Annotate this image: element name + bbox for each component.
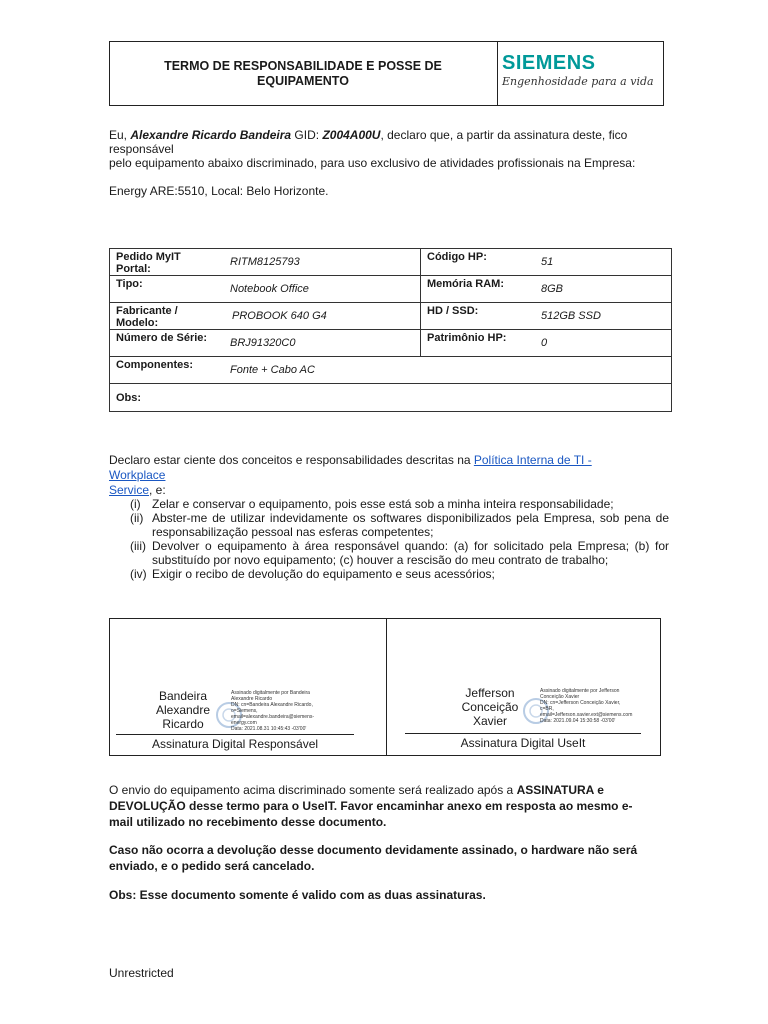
list-item-number: (iii) xyxy=(130,539,146,553)
declaration-after: , e: xyxy=(149,483,166,497)
list-item-number: (iv) xyxy=(130,567,147,581)
notice-paragraph-1 xyxy=(109,782,649,830)
tipo-value: Notebook Office xyxy=(230,283,309,295)
list-item xyxy=(109,539,669,567)
declaration-text xyxy=(109,453,649,498)
signer-left-name-3: Ricardo xyxy=(162,717,204,731)
memoria-label: Memória RAM: xyxy=(427,278,505,290)
list-item-text: Devolver o equipamento à área responsável quando: (a) for solicitado pela Empresa; (b) for substituído por novo equipamento; (c) houver a rescisão do meu contrato de trabalho; xyxy=(152,539,669,567)
sig-detail: email=alexandre.bandeira@siemens- xyxy=(231,714,315,720)
signer-left-name xyxy=(148,689,218,731)
obligations-list xyxy=(109,497,669,581)
pedido-label: Pedido MyIT Portal: xyxy=(116,251,181,275)
serie-label: Número de Série: xyxy=(116,332,208,344)
list-item-text: Zelar e conservar o equipamento, pois esse está sob a minha inteira responsabilidade; xyxy=(152,497,614,511)
signer-right-details xyxy=(540,688,640,724)
signature-line-right xyxy=(405,733,641,734)
hd-value: 512GB SSD xyxy=(541,310,601,322)
signer-right-name xyxy=(455,686,525,728)
intro-line-3: Energy ARE:5510, Local: Belo Horizonte. xyxy=(109,184,329,198)
intro-line-2: pelo equipamento abaixo discriminado, para uso exclusivo de atividades profissionais na Empresa: xyxy=(109,156,636,170)
sig-detail: Conceição Xavier xyxy=(540,694,580,700)
sig-detail: email=Jefferson.xavier.ext@siemens.com xyxy=(540,712,633,718)
list-item-text: Exigir o recibo de devolução do equipamento e seus acessórios; xyxy=(152,567,495,581)
sig-detail: Assinado digitalmente por Jefferson xyxy=(540,688,620,694)
policy-link-continued[interactable]: Service xyxy=(109,483,150,497)
signer-left-name-2: Alexandre xyxy=(155,703,211,717)
table-row xyxy=(110,357,672,384)
list-item xyxy=(109,511,669,539)
gid-label: GID: xyxy=(291,128,323,142)
patrimonio-label: Patrimônio HP: xyxy=(427,332,507,344)
pedido-value: RITM8125793 xyxy=(230,256,300,268)
sig-detail: DN: cn=Jefferson Conceição Xavier, xyxy=(540,700,621,706)
notice-1-normal: O envio do equipamento acima discriminado somente será realizado após a xyxy=(109,783,517,797)
policy-link[interactable]: Política Interna de TI - Workplace xyxy=(109,453,592,482)
signature-label-right: Assinatura Digital UseIt xyxy=(460,736,586,750)
sig-detail: Data: 2021.09.04 15:30:58 -03'00' xyxy=(540,718,616,724)
declaration-before: Declaro estar ciente dos conceitos e responsabilidades descritas na xyxy=(109,453,474,467)
intro-suffix: , declaro que, a partir da assinatura deste, fico responsável xyxy=(109,128,628,156)
memoria-value: 8GB xyxy=(541,283,564,295)
sig-detail: Assinado digitalmente por Bandeira xyxy=(231,690,310,696)
signature-box xyxy=(109,618,661,756)
employee-gid: Z004A00U xyxy=(322,128,381,142)
table-row xyxy=(110,384,672,412)
document-header xyxy=(109,41,664,106)
brand-tagline: Engenhosidade para a vida xyxy=(502,75,654,88)
list-item-text: Abster-me de utilizar indevidamente os softwares disponibilizados pela Empresa, sob pena de responsabilização pessoal nas esferas competentes; xyxy=(152,511,669,539)
signature-divider xyxy=(386,619,387,755)
brand-name: SIEMENS xyxy=(502,52,596,74)
sig-detail: Data: 2021.08.31 10:45:43 -03'00' xyxy=(231,726,307,732)
hd-label: HD / SSD: xyxy=(427,305,479,317)
equipment-table xyxy=(109,248,672,412)
notice-paragraph-2: Caso não ocorra a devolução desse documento devidamente assinado, o hardware não será enviado, e o pedido será cancelado. xyxy=(109,843,638,873)
signature-line-left xyxy=(116,734,354,735)
codigo-value: 51 xyxy=(541,256,554,268)
signer-left-name-1: Bandeira xyxy=(158,689,208,703)
header-divider xyxy=(497,42,498,105)
signer-right-name-2: Conceição xyxy=(461,700,519,714)
list-item xyxy=(109,567,669,581)
signer-right-name-1: Jefferson xyxy=(465,686,515,700)
sig-detail: o=Siemens, xyxy=(231,708,258,714)
componentes-label: Componentes: xyxy=(116,359,193,371)
employee-name: Alexandre Ricardo Bandeira xyxy=(130,128,292,142)
obs-label: Obs: xyxy=(116,391,142,404)
list-item-number: (ii) xyxy=(130,511,144,525)
sig-detail: energy.com xyxy=(231,720,257,726)
table-row xyxy=(110,276,672,303)
list-item-number: (i) xyxy=(130,497,141,511)
list-item xyxy=(109,497,669,511)
codigo-label: Código HP: xyxy=(427,251,487,263)
signer-right-name-3: Xavier xyxy=(472,714,507,728)
fabricante-label: Fabricante / Modelo: xyxy=(116,305,178,329)
siemens-logo xyxy=(502,52,662,88)
classification-label: Unrestricted xyxy=(109,966,174,980)
table-row xyxy=(110,249,672,276)
fabricante-value: PROBOOK 640 G4 xyxy=(232,310,327,322)
intro-prefix: Eu, xyxy=(109,128,131,142)
signature-label-left: Assinatura Digital Responsável xyxy=(151,737,319,751)
sig-detail: c=BR, xyxy=(540,706,554,712)
table-row xyxy=(110,303,672,330)
notice-paragraph-3: Obs: Esse documento somente é valido com as duas assinaturas. xyxy=(109,888,486,902)
tipo-label: Tipo: xyxy=(116,278,143,290)
patrimonio-value: 0 xyxy=(541,337,548,349)
componentes-value: Fonte + Cabo AC xyxy=(230,364,315,376)
intro-line-1 xyxy=(109,128,669,156)
sig-detail: Alexandre Ricardo xyxy=(231,696,273,702)
notice-1-bold: ASSINATURA e DEVOLUÇÃO desse termo para o UseIT. Favor encaminhar anexo em resposta ao mesmo e-mail utilizado no recebimento desse documento. xyxy=(109,783,633,829)
signer-left-details xyxy=(231,690,323,732)
sig-detail: DN: cn=Bandeira Alexandre Ricardo, xyxy=(231,702,313,708)
document-title: TERMO DE RESPONSABILIDADE E POSSE DE EQUIPAMENTO xyxy=(164,58,442,88)
serie-value: BRJ91320C0 xyxy=(230,337,296,349)
table-row xyxy=(110,330,672,357)
